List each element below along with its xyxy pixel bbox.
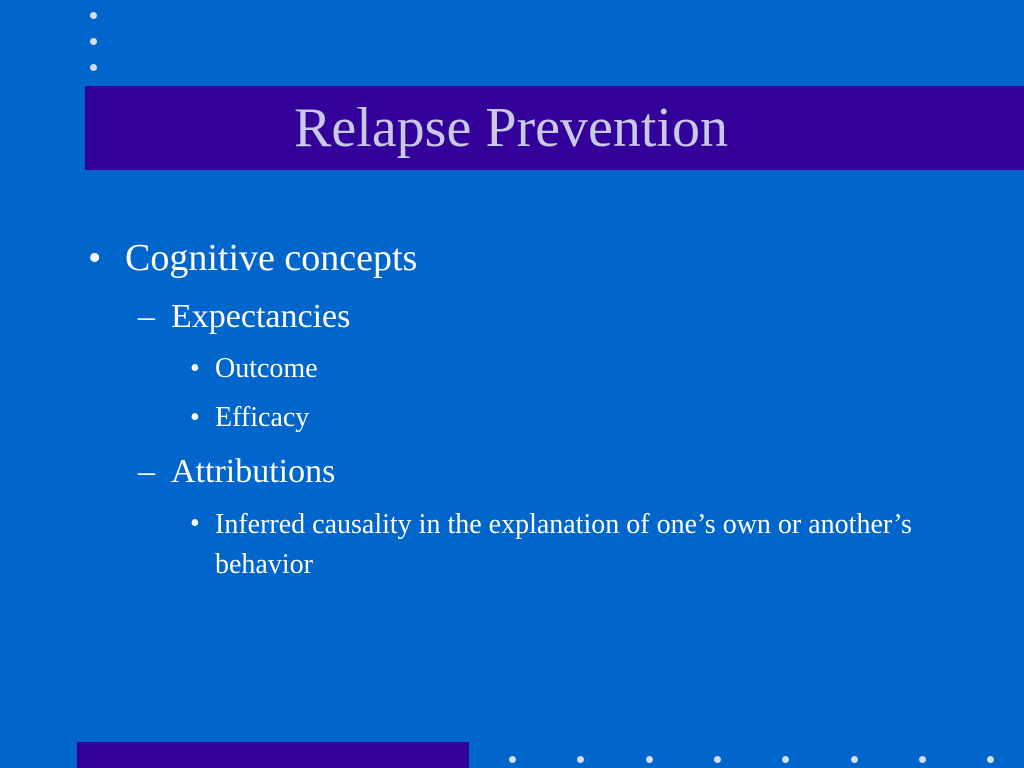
- bullet-attributions: Attributions: [171, 453, 336, 490]
- dash-marker: –: [138, 298, 155, 335]
- bullet-inferred-causality: Inferred causality in the explanation of one’s own or another’s behavior: [215, 509, 912, 580]
- slide-title: Relapse Prevention: [294, 97, 728, 159]
- decor-dot: [509, 756, 516, 763]
- decor-dot: [577, 756, 584, 763]
- decor-dot: [851, 756, 858, 763]
- footer-bar: [77, 742, 469, 768]
- bullet-cognitive-concepts: Cognitive concepts: [125, 237, 418, 279]
- decor-dot: [646, 756, 653, 763]
- bullet-marker: •: [190, 353, 200, 384]
- decor-dot: [90, 38, 97, 45]
- dash-marker: –: [138, 453, 155, 490]
- decor-dot: [90, 12, 97, 19]
- bullet-expectancies: Expectancies: [171, 298, 351, 335]
- bullet-outcome: Outcome: [215, 353, 318, 384]
- decor-dot: [90, 64, 97, 71]
- decor-dot: [987, 756, 994, 763]
- bullet-marker: •: [190, 402, 200, 433]
- bullet-marker: •: [190, 508, 200, 539]
- bullet-marker: •: [88, 237, 102, 279]
- bullet-efficacy: Efficacy: [215, 402, 310, 433]
- decor-dot: [919, 756, 926, 763]
- decor-dot: [714, 756, 721, 763]
- decor-dot: [782, 756, 789, 763]
